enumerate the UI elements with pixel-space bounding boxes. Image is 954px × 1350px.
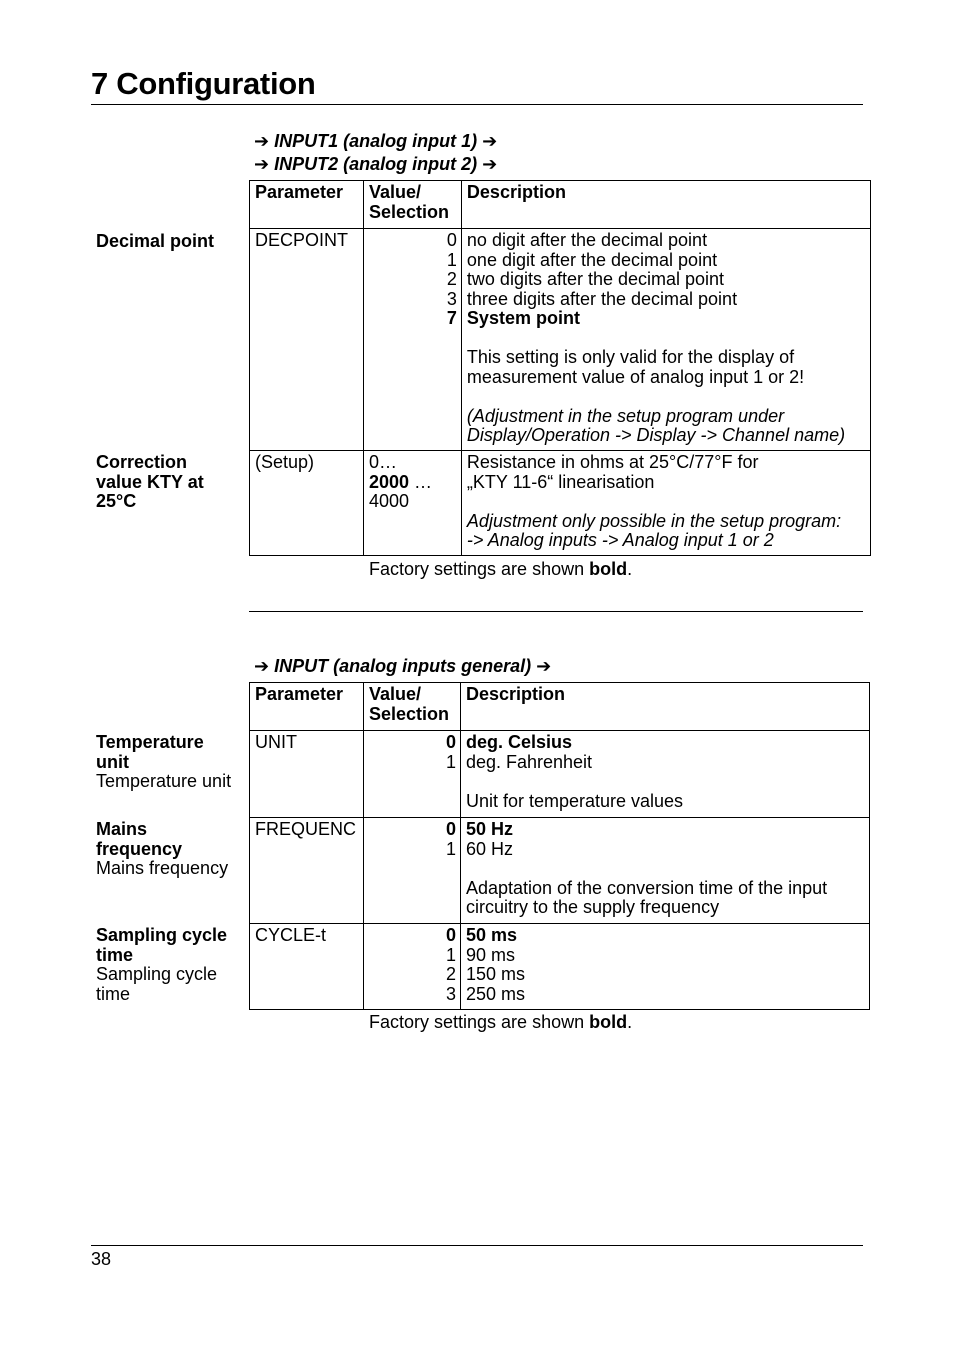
table-row-decpoint [250,229,871,451]
row-label-mains-frequency: Mains frequency Mains frequency [96,819,229,878]
page-number: 38 [91,1249,112,1269]
parameter-code: CYCLE-t [250,924,364,1010]
row-label-correction-kty: Correction value KTY at 25°C [96,452,204,511]
column-header-value: Value/ Selection [363,683,460,731]
table-row-kty-correction [250,451,871,556]
factory-settings-note: Factory settings are shown bold. [369,1012,633,1032]
row-label-decimal-point: Decimal point [96,231,215,251]
column-header-parameter: Parameter [250,683,364,731]
parameter-code: UNIT [250,731,364,818]
factory-settings-note: Factory settings are shown bold. [369,559,633,579]
description-cell: 50 ms 90 ms 150 ms 250 ms [460,924,869,1010]
parameter-code: DECPOINT [250,229,364,451]
chapter-title: 7 Configuration [91,66,316,101]
table-row-frequenc [250,818,870,924]
menu-path-input1: ➔ INPUT1 (analog input 1) ➔ [254,131,498,151]
description-cell: no digit after the decimal point one digit after the decimal point two digits after the decimal point three digits after the decimal point System point This setting is only valid for the display of measurement value of analog input 1 or 2! (Adjustment in the setup program under Display/Operation -> Display -> Channel name) [461,229,870,451]
section-divider [249,611,863,612]
table-header-row [250,181,871,229]
row-label-sampling-cycle: Sampling cycle time Sampling cycle time [96,925,228,1004]
menu-path-input2: ➔ INPUT2 (analog input 2) ➔ [254,154,498,174]
parameter-code: (Setup) [250,451,364,556]
column-header-description: Description [461,181,870,229]
description-cell: deg. Celsius deg. Fahrenheit Unit for temperature values [460,731,869,818]
table-row-unit [250,731,870,818]
value-list: 0 1 [363,731,460,818]
column-header-parameter: Parameter [250,181,364,229]
value-list: 0 1 [363,818,460,924]
footer-rule [91,1245,863,1246]
row-label-temperature-unit: Temperature unit Temperature unit [96,732,232,791]
parameter-table-input-general [249,682,870,1010]
menu-path-input-general: ➔ INPUT (analog inputs general) ➔ [254,656,552,676]
column-header-value: Value/ Selection [363,181,461,229]
description-cell: Resistance in ohms at 25°C/77°F for „KTY 11-6“ linearisation Adjustment only possible in the setup program: -> Analog inputs -> Analog input 1 or 2 [461,451,870,556]
table-row-cycle-t [250,924,870,1010]
table-header-row [250,683,870,731]
parameter-table-input1-2 [249,180,871,556]
parameter-code: FREQUENC [250,818,364,924]
value-range: 0… 2000 … 4000 [363,451,461,556]
column-header-description: Description [460,683,869,731]
value-list: 0 1 2 3 7 [363,229,461,451]
description-cell: 50 Hz 60 Hz Adaptation of the conversion time of the input circuitry to the supply frequency [460,818,869,924]
header-rule [91,104,863,105]
value-list: 0 1 2 3 [363,924,460,1010]
